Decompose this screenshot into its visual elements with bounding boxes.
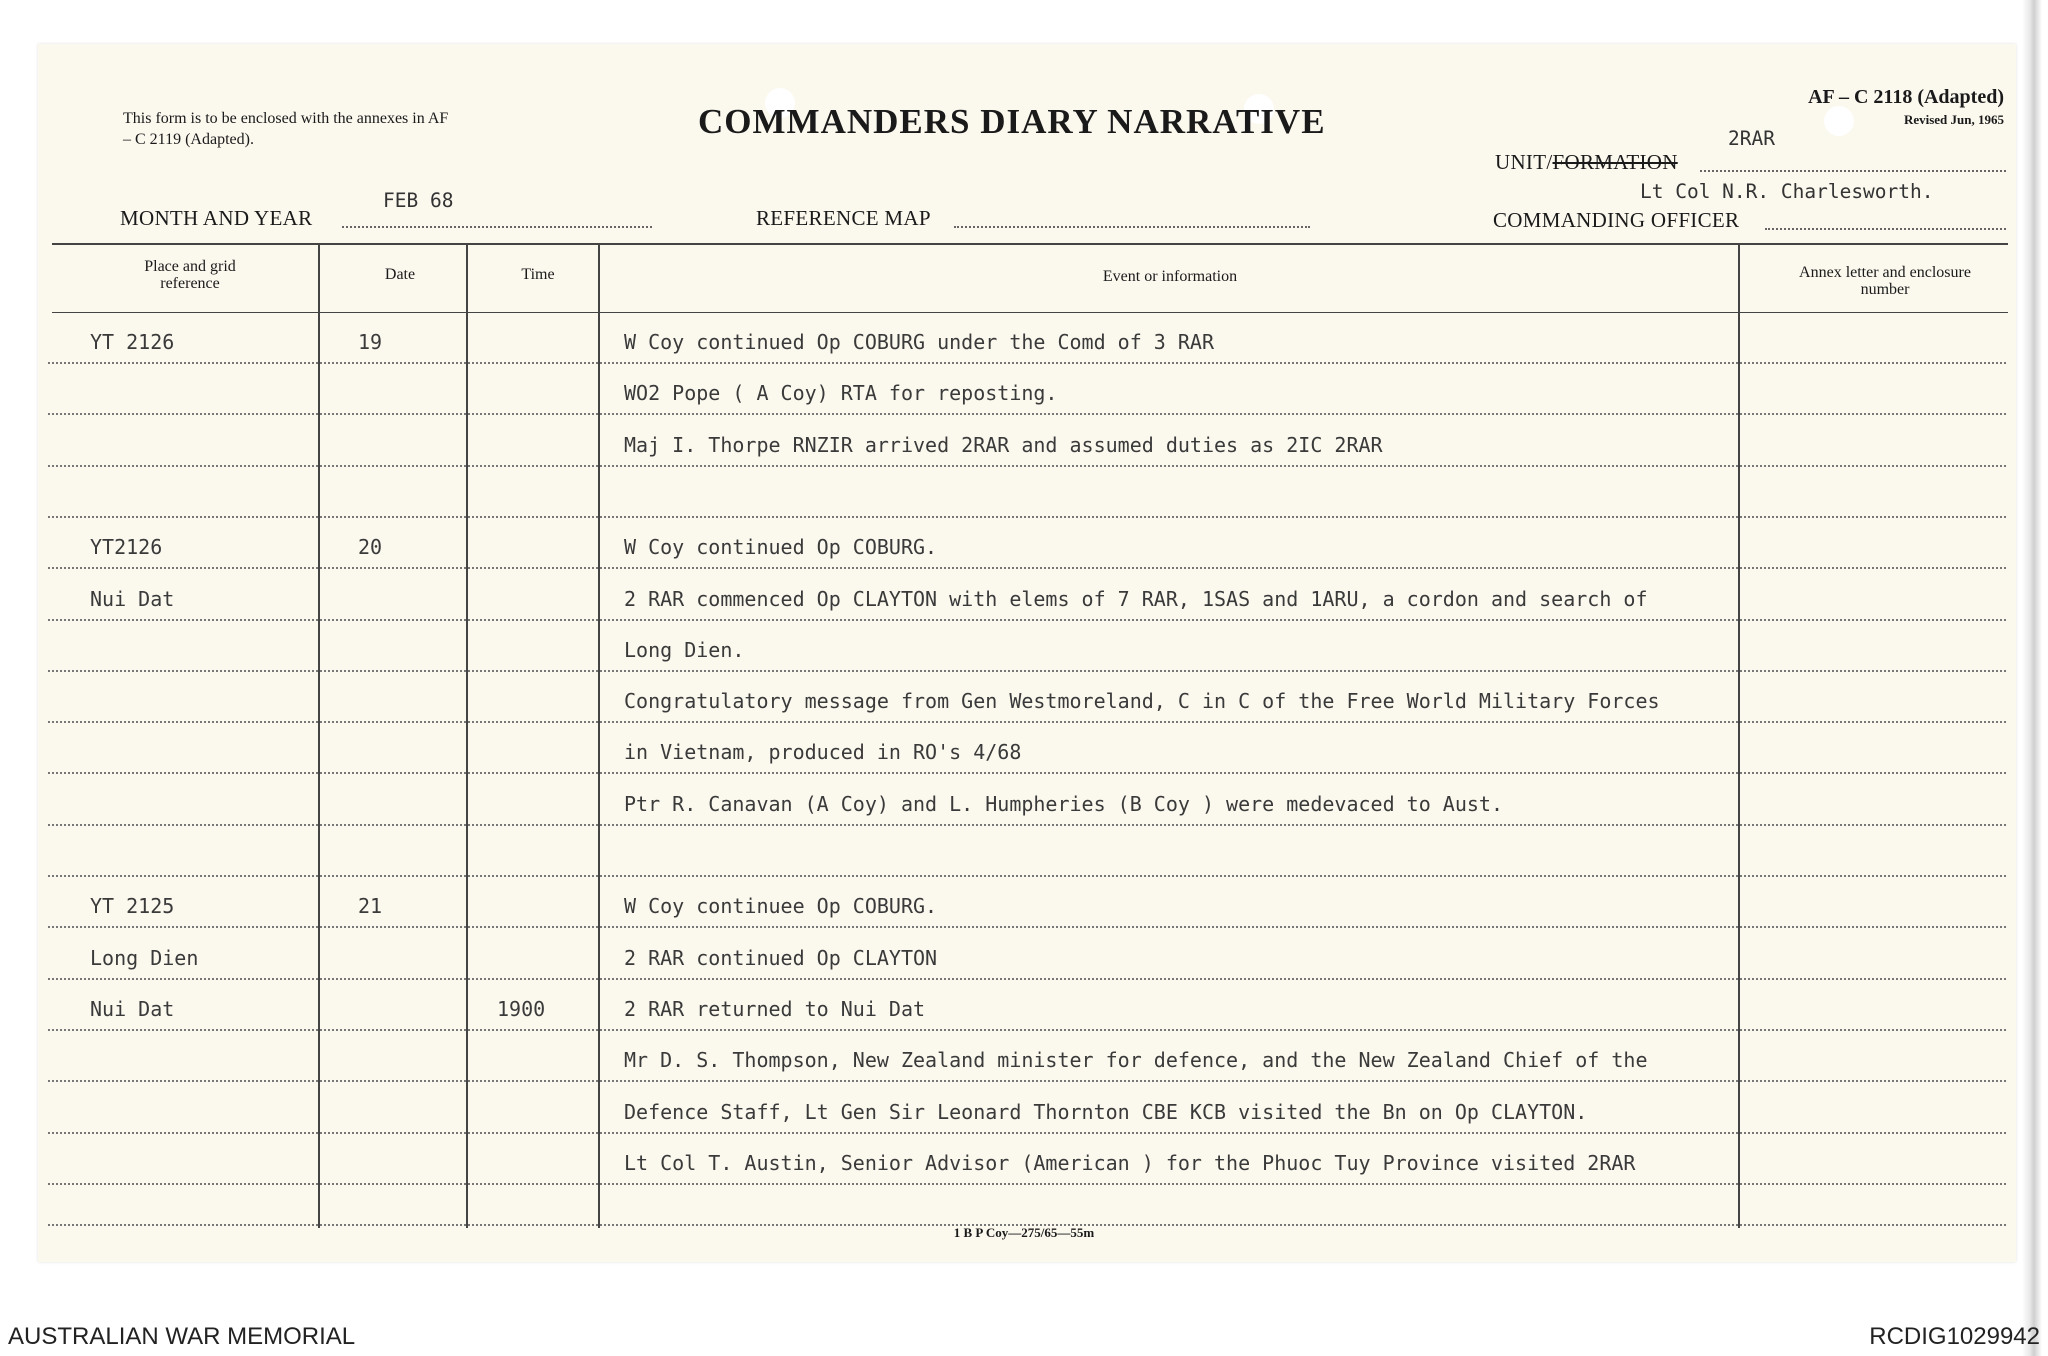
row-rule (48, 1132, 2006, 1134)
cell-event: Maj I. Thorpe RNZIR arrived 2RAR and assumed duties as 2IC 2RAR (624, 432, 1383, 457)
row-rule (48, 1183, 2006, 1185)
row-rule (48, 978, 2006, 980)
header-annex: Annex letter and enclosure number (1799, 264, 1971, 298)
month-year-value: FEB 68 (383, 189, 454, 212)
cell-place: Nui Dat (90, 586, 175, 611)
header-time: Time (521, 266, 555, 283)
cell-event: W Coy continued Op COBURG under the Comd of 3 RAR (624, 330, 1215, 354)
row-rule (48, 362, 2006, 364)
cell-event: W Coy continuee Op COBURG. (624, 894, 938, 919)
cell-event: Mr D. S. Thompson, New Zealand minister for defence, and the New Zealand Chief of the (624, 1048, 1648, 1073)
row-rule (48, 619, 2006, 621)
header-date: Date (384, 266, 416, 283)
cell-event: Long Dien. (624, 637, 745, 662)
cell-date: 20 (358, 535, 383, 560)
archive-watermark-right: RCDIG1029942 (1869, 1323, 2040, 1350)
row-rule (48, 875, 2006, 877)
cell-event: Congratulatory message from Gen Westmoreland, C in C of the Free World Military Forces (624, 689, 1660, 714)
unit-label-prefix: UNIT/ (1495, 150, 1553, 174)
cell-event: Defence Staff, Lt Gen Sir Leonard Thornton CBE KCB visited the Bn on Op CLAYTON. (624, 1099, 1588, 1124)
cell-time: 1900 (497, 996, 546, 1021)
cell-date: 19 (358, 330, 383, 354)
row-rule (48, 824, 2006, 826)
commanding-officer-label: COMMANDING OFFICER (1493, 208, 1740, 232)
revised-date: Revised Jun, 1965 (1903, 112, 2004, 127)
cell-event: 2 RAR returned to Nui Dat (624, 996, 926, 1021)
unit-value: 2RAR (1728, 127, 1775, 150)
cell-place: YT2126 (90, 535, 163, 560)
cell-event: 2 RAR continued Op CLAYTON (624, 945, 938, 970)
form-number: AF – C 2118 (Adapted) (1808, 86, 2004, 108)
cell-place: YT 2125 (90, 894, 175, 919)
cell-place: YT 2126 (90, 330, 175, 354)
table-top-rule (52, 243, 2008, 245)
commanding-officer-value: Lt Col N.R. Charlesworth. (1640, 180, 1934, 203)
cell-event: WO2 Pope ( A Coy) RTA for reposting. (624, 381, 1058, 406)
header-place-grid: Place and grid reference (144, 258, 236, 292)
cell-date: 21 (358, 894, 383, 919)
month-year-label: MONTH AND YEAR (120, 206, 313, 230)
unit-dotted-line (1700, 170, 2006, 172)
row-rule (48, 670, 2006, 672)
cell-event: Ptr R. Canavan (A Coy) and L. Humpheries (B Coy ) were medevaced to Aust. (624, 791, 1503, 816)
row-rule (48, 413, 2006, 415)
page-edge (2022, 0, 2042, 1356)
row-rule (48, 772, 2006, 774)
row-rule (48, 465, 2006, 467)
row-rule (48, 1080, 2006, 1082)
header-event: Event or information (1102, 268, 1238, 285)
row-rule (48, 926, 2006, 928)
row-rule (48, 516, 2006, 518)
month-year-dotted-line (342, 226, 652, 228)
enclose-note: This form is to be enclosed with the annexes in AF – C 2119 (Adapted). (123, 110, 449, 148)
archive-watermark-left: AUSTRALIAN WAR MEMORIAL (8, 1323, 356, 1350)
reference-map-label: REFERENCE MAP (756, 206, 931, 230)
header-bottom-rule (52, 312, 2008, 313)
row-rule (48, 1029, 2006, 1031)
print-code: 1 B P Coy—275/65—55m (953, 1225, 1095, 1240)
unit-label (1495, 150, 1678, 175)
co-dotted-line (1765, 228, 2006, 230)
cell-place: Nui Dat (90, 996, 175, 1021)
cell-event: Lt Col T. Austin, Senior Advisor (American ) for the Phuoc Tuy Province visited 2RAR (624, 1150, 1636, 1175)
unit-label-struck: FORMATION (1552, 150, 1678, 174)
cell-event: 2 RAR commenced Op CLAYTON with elems of 7 RAR, 1SAS and 1ARU, a cordon and search of (624, 586, 1648, 611)
punch-hole (1824, 106, 1854, 136)
cell-place: Long Dien (90, 945, 199, 970)
row-rule (48, 567, 2006, 569)
form-title: COMMANDERS DIARY NARRATIVE (698, 102, 1326, 141)
reference-map-dotted-line (954, 226, 1310, 228)
row-rule (48, 721, 2006, 723)
cell-event: W Coy continued Op COBURG. (624, 535, 938, 560)
cell-event: in Vietnam, produced in RO's 4/68 (624, 740, 1022, 765)
